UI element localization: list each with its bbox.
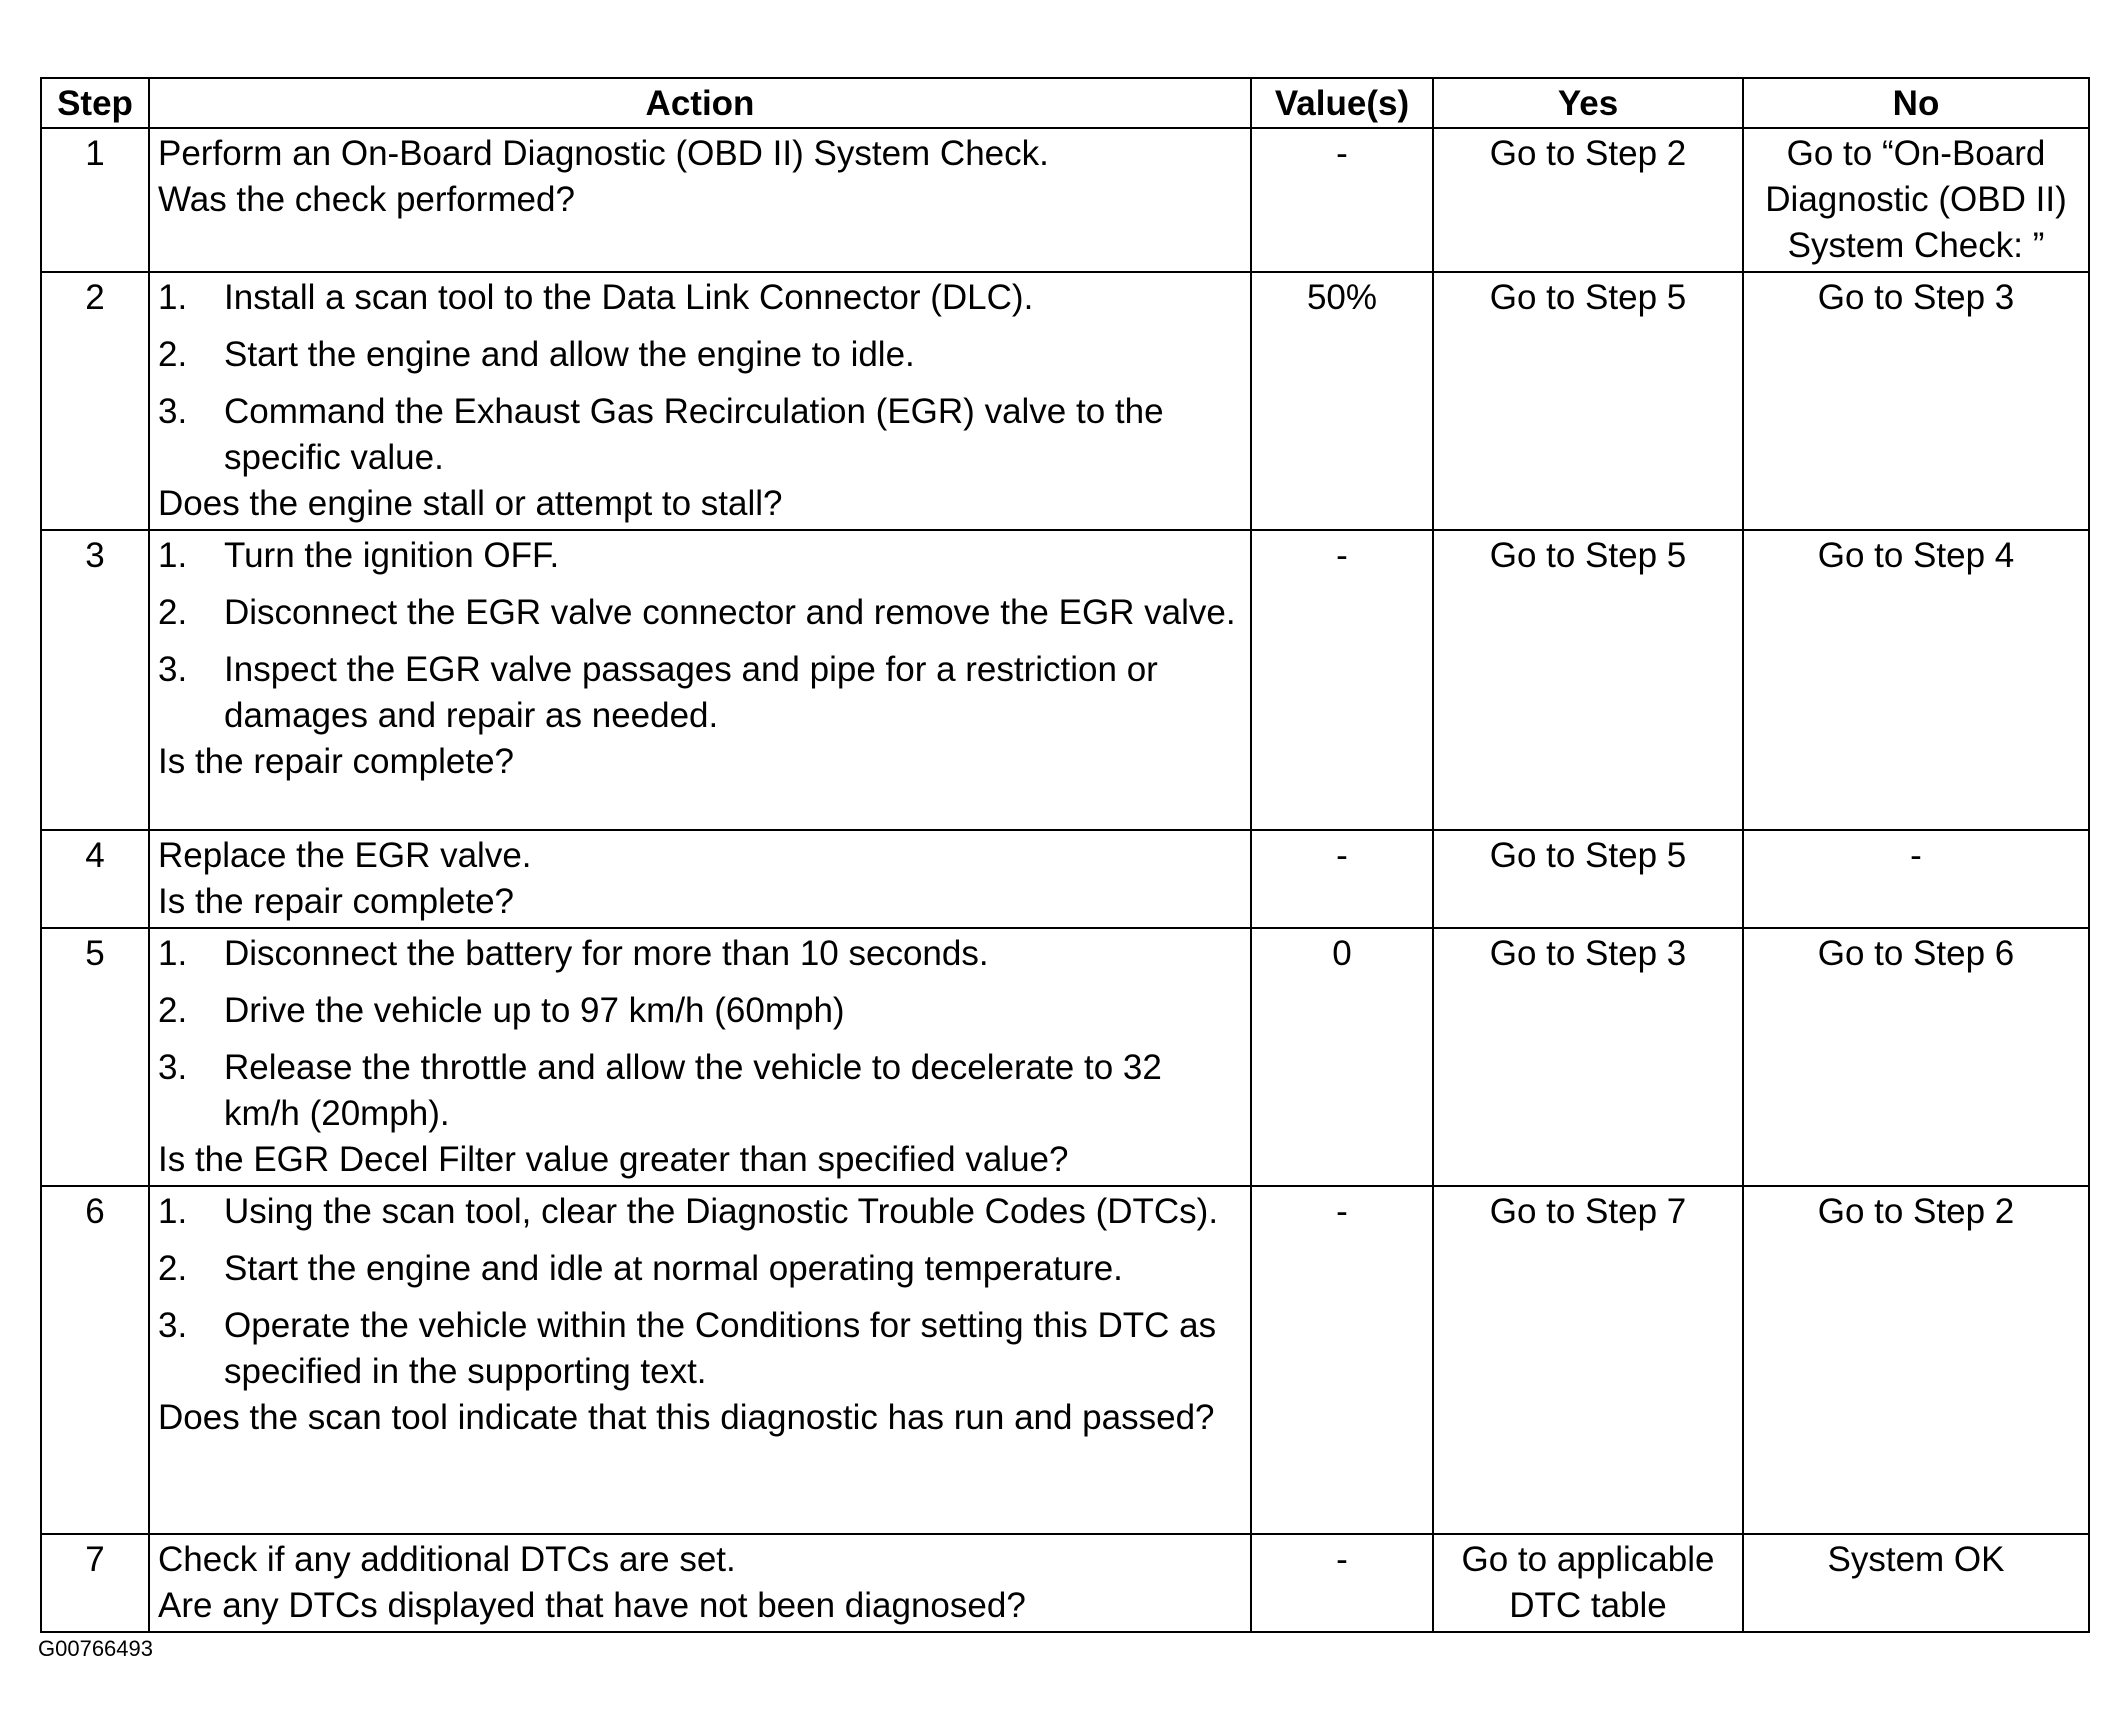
value-cell: - [1251, 830, 1433, 928]
action-cell [149, 530, 1251, 830]
action-cell [149, 272, 1251, 530]
yes-cell: Go to Step 7 [1433, 1186, 1743, 1534]
list-item [158, 1303, 1242, 1395]
action-question: Is the EGR Decel Filter value greater than specified value? [158, 1140, 1069, 1179]
value-cell: - [1251, 1534, 1433, 1632]
no-cell: Go to Step 6 [1743, 928, 2089, 1186]
list-item [158, 533, 1242, 579]
value-cell: - [1251, 530, 1433, 830]
no-cell: System OK [1743, 1534, 2089, 1632]
list-item-number: 1. [158, 278, 188, 317]
no-cell: - [1743, 830, 2089, 928]
table-body [41, 128, 2089, 1632]
value-cell: - [1251, 128, 1433, 272]
step-number: 4 [41, 830, 149, 928]
list-item-number: 1. [158, 934, 188, 973]
action-cell [149, 1534, 1251, 1632]
yes-cell: Go to Step 5 [1433, 530, 1743, 830]
action-question: Does the engine stall or attempt to stall? [158, 484, 783, 523]
step-number: 5 [41, 928, 149, 1186]
list-item-text: Operate the vehicle within the Conditions for setting this DTC as specified in the supporting text. [224, 1306, 1217, 1391]
action-instruction: Replace the EGR valve. [158, 836, 532, 875]
list-item [158, 931, 1242, 977]
list-item-text: Start the engine and idle at normal operating temperature. [224, 1249, 1123, 1288]
list-item [158, 1045, 1242, 1137]
table-row [41, 830, 2089, 928]
list-item [158, 590, 1242, 636]
no-cell: Go to Step 4 [1743, 530, 2089, 830]
table-row [41, 1186, 2089, 1534]
table-row [41, 128, 2089, 272]
list-item-text: Drive the vehicle up to 97 km/h (60mph) [224, 991, 845, 1030]
list-item-number: 2. [158, 593, 188, 632]
list-item-number: 2. [158, 991, 188, 1030]
header-step: Step [41, 78, 149, 128]
list-item [158, 275, 1242, 321]
yes-cell: Go to applicable DTC table [1433, 1534, 1743, 1632]
list-item-text: Inspect the EGR valve passages and pipe for a restriction or damages and repair as needed. [224, 650, 1158, 735]
list-item-text: Using the scan tool, clear the Diagnostic Trouble Codes (DTCs). [224, 1192, 1219, 1231]
no-cell: Go to “On-Board Diagnostic (OBD II) System Check: ” [1743, 128, 2089, 272]
list-item-number: 3. [158, 1306, 188, 1345]
list-item-number: 1. [158, 1192, 188, 1231]
yes-cell: Go to Step 3 [1433, 928, 1743, 1186]
action-question: Is the repair complete? [158, 742, 515, 781]
list-item-text: Disconnect the EGR valve connector and remove the EGR valve. [224, 593, 1236, 632]
list-item-text: Install a scan tool to the Data Link Connector (DLC). [224, 278, 1034, 317]
list-item-number: 3. [158, 1048, 188, 1087]
yes-cell: Go to Step 5 [1433, 272, 1743, 530]
list-item-number: 2. [158, 335, 188, 374]
action-cell [149, 1186, 1251, 1534]
action-steps-list [158, 275, 1242, 481]
value-cell: 0 [1251, 928, 1433, 1186]
diagnostic-table [40, 77, 2090, 1633]
step-number: 7 [41, 1534, 149, 1632]
list-item-text: Disconnect the battery for more than 10 seconds. [224, 934, 989, 973]
list-item-number: 1. [158, 536, 188, 575]
action-question: Was the check performed? [158, 180, 575, 219]
yes-cell: Go to Step 5 [1433, 830, 1743, 928]
header-no: No [1743, 78, 2089, 128]
header-values: Value(s) [1251, 78, 1433, 128]
figure-code: G00766493 [38, 1636, 153, 1661]
step-number: 1 [41, 128, 149, 272]
step-number: 2 [41, 272, 149, 530]
action-steps-list [158, 1189, 1242, 1395]
list-item [158, 332, 1242, 378]
list-item [158, 647, 1242, 739]
header-yes: Yes [1433, 78, 1743, 128]
table-row [41, 928, 2089, 1186]
header-action: Action [149, 78, 1251, 128]
list-item [158, 389, 1242, 481]
table-row [41, 272, 2089, 530]
list-item-text: Start the engine and allow the engine to idle. [224, 335, 915, 374]
list-item [158, 1246, 1242, 1292]
action-steps-list [158, 931, 1242, 1137]
action-cell [149, 928, 1251, 1186]
action-question: Is the repair complete? [158, 882, 515, 921]
list-item-number: 2. [158, 1249, 188, 1288]
action-cell [149, 128, 1251, 272]
no-cell: Go to Step 2 [1743, 1186, 2089, 1534]
table-row [41, 530, 2089, 830]
action-steps-list [158, 533, 1242, 739]
value-cell: - [1251, 1186, 1433, 1534]
action-cell [149, 830, 1251, 928]
list-item-text: Command the Exhaust Gas Recirculation (EGR) valve to the specific value. [224, 392, 1164, 477]
list-item [158, 1189, 1242, 1235]
step-number: 3 [41, 530, 149, 830]
list-item [158, 988, 1242, 1034]
action-instruction: Perform an On-Board Diagnostic (OBD II) System Check. [158, 134, 1049, 173]
list-item-text: Turn the ignition OFF. [224, 536, 560, 575]
value-cell: 50% [1251, 272, 1433, 530]
list-item-number: 3. [158, 392, 188, 431]
action-question: Are any DTCs displayed that have not been diagnosed? [158, 1586, 1026, 1625]
list-item-number: 3. [158, 650, 188, 689]
action-instruction: Check if any additional DTCs are set. [158, 1540, 736, 1579]
no-cell: Go to Step 3 [1743, 272, 2089, 530]
yes-cell: Go to Step 2 [1433, 128, 1743, 272]
list-item-text: Release the throttle and allow the vehicle to decelerate to 32 km/h (20mph). [224, 1048, 1162, 1133]
table-row [41, 1534, 2089, 1632]
header-row [41, 78, 2089, 128]
step-number: 6 [41, 1186, 149, 1534]
action-question: Does the scan tool indicate that this diagnostic has run and passed? [158, 1398, 1215, 1437]
